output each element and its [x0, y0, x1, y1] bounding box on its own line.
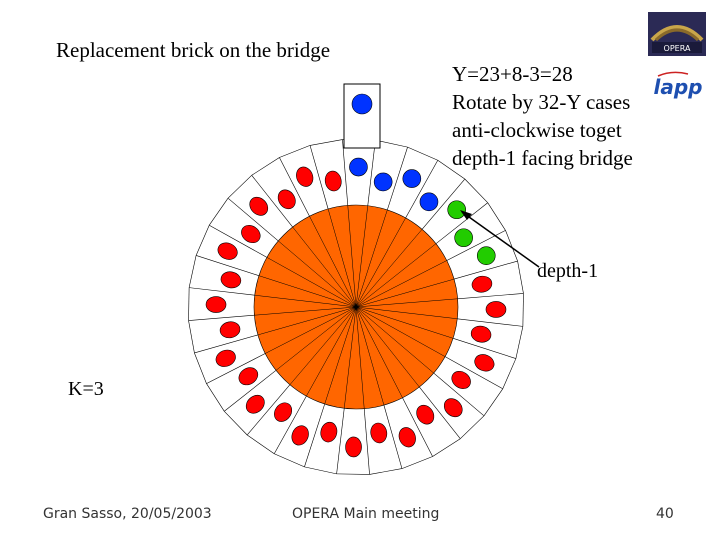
- rim-segment: [189, 288, 190, 321]
- red-brick: [289, 423, 312, 448]
- red-brick: [369, 422, 388, 445]
- rim-segment: [516, 326, 523, 358]
- rim-segment: [206, 384, 224, 412]
- rim-segment: [224, 411, 247, 435]
- opera-logo-text: OPERA: [663, 44, 691, 53]
- rim-segment: [304, 467, 336, 474]
- red-brick: [215, 240, 240, 263]
- slot-divider: [457, 319, 523, 327]
- red-brick: [294, 165, 316, 189]
- formula-line: anti-clockwise toget: [452, 118, 622, 142]
- red-brick: [206, 296, 226, 312]
- rim-segment: [274, 454, 304, 467]
- rim-segment: [402, 457, 433, 469]
- red-brick: [413, 402, 437, 427]
- slot-divider: [189, 315, 255, 320]
- lapp-logo-text: lapp: [653, 75, 703, 99]
- k-label: K=3: [68, 378, 104, 400]
- rim-segment: [337, 474, 370, 475]
- rim-segment: [408, 147, 438, 160]
- bridge-brick: [352, 94, 372, 114]
- rim-segment: [196, 225, 209, 255]
- formula-line: Y=23+8-3=28: [452, 62, 573, 86]
- page-number: 40: [656, 506, 674, 522]
- rim-segment: [488, 203, 506, 231]
- rim-segment: [518, 261, 524, 293]
- red-brick: [219, 320, 242, 339]
- red-brick: [319, 421, 339, 444]
- slot-divider: [368, 140, 376, 206]
- rim-segment: [189, 255, 196, 287]
- slot-divider: [337, 408, 345, 474]
- rim-segment: [465, 179, 488, 203]
- formula-line: Rotate by 32-Y cases: [452, 90, 631, 114]
- rim-segment: [252, 157, 280, 175]
- green-brick: [477, 247, 495, 265]
- slot-divider: [342, 140, 347, 206]
- depth-label: depth-1: [537, 260, 599, 282]
- footer-location-date: Gran Sasso, 20/05/2003: [43, 506, 212, 522]
- lapp-logo: [652, 68, 704, 102]
- rim-segment: [370, 469, 402, 475]
- rim-segment: [523, 293, 524, 326]
- red-brick: [472, 352, 497, 375]
- wheel-centre: [354, 305, 358, 309]
- red-brick: [275, 187, 299, 212]
- red-brick: [471, 275, 494, 294]
- rim-segment: [247, 435, 274, 454]
- green-brick: [448, 201, 466, 219]
- red-brick: [324, 170, 343, 193]
- rim-segment: [503, 359, 516, 389]
- rim-segment: [506, 230, 518, 261]
- footer-meeting: OPERA Main meeting: [292, 506, 440, 522]
- red-brick: [236, 364, 261, 388]
- red-brick: [345, 437, 361, 457]
- red-brick: [243, 392, 269, 417]
- depth-pointer-arrow: [462, 212, 539, 267]
- rim-segment: [310, 140, 342, 146]
- slot-divider: [189, 288, 255, 296]
- formula-line: depth-1 facing bridge: [452, 146, 633, 170]
- green-brick: [455, 229, 473, 247]
- slot-divider: [458, 293, 524, 298]
- rim-segment: [460, 416, 484, 439]
- rim-segment: [228, 175, 252, 198]
- rim-segment: [279, 145, 310, 157]
- red-brick: [441, 395, 466, 421]
- rim-segment: [433, 439, 461, 457]
- slot-divider: [364, 409, 369, 475]
- red-brick: [470, 324, 493, 344]
- red-brick: [214, 347, 238, 369]
- blue-brick: [420, 193, 438, 211]
- rim-segment: [209, 198, 228, 225]
- blue-brick: [374, 173, 392, 191]
- opera-logo: [648, 12, 706, 56]
- red-brick: [246, 194, 271, 220]
- rim-segment: [189, 321, 195, 353]
- slide-title: Replacement brick on the bridge: [56, 38, 331, 62]
- red-brick: [219, 270, 242, 290]
- bridge-slot: [344, 84, 380, 148]
- blue-brick: [349, 158, 367, 176]
- blue-brick: [403, 170, 421, 188]
- rotation-formula: [452, 60, 633, 172]
- rim-segment: [484, 389, 503, 416]
- red-brick: [486, 301, 506, 317]
- red-brick: [396, 425, 418, 449]
- rim-segment: [194, 353, 206, 384]
